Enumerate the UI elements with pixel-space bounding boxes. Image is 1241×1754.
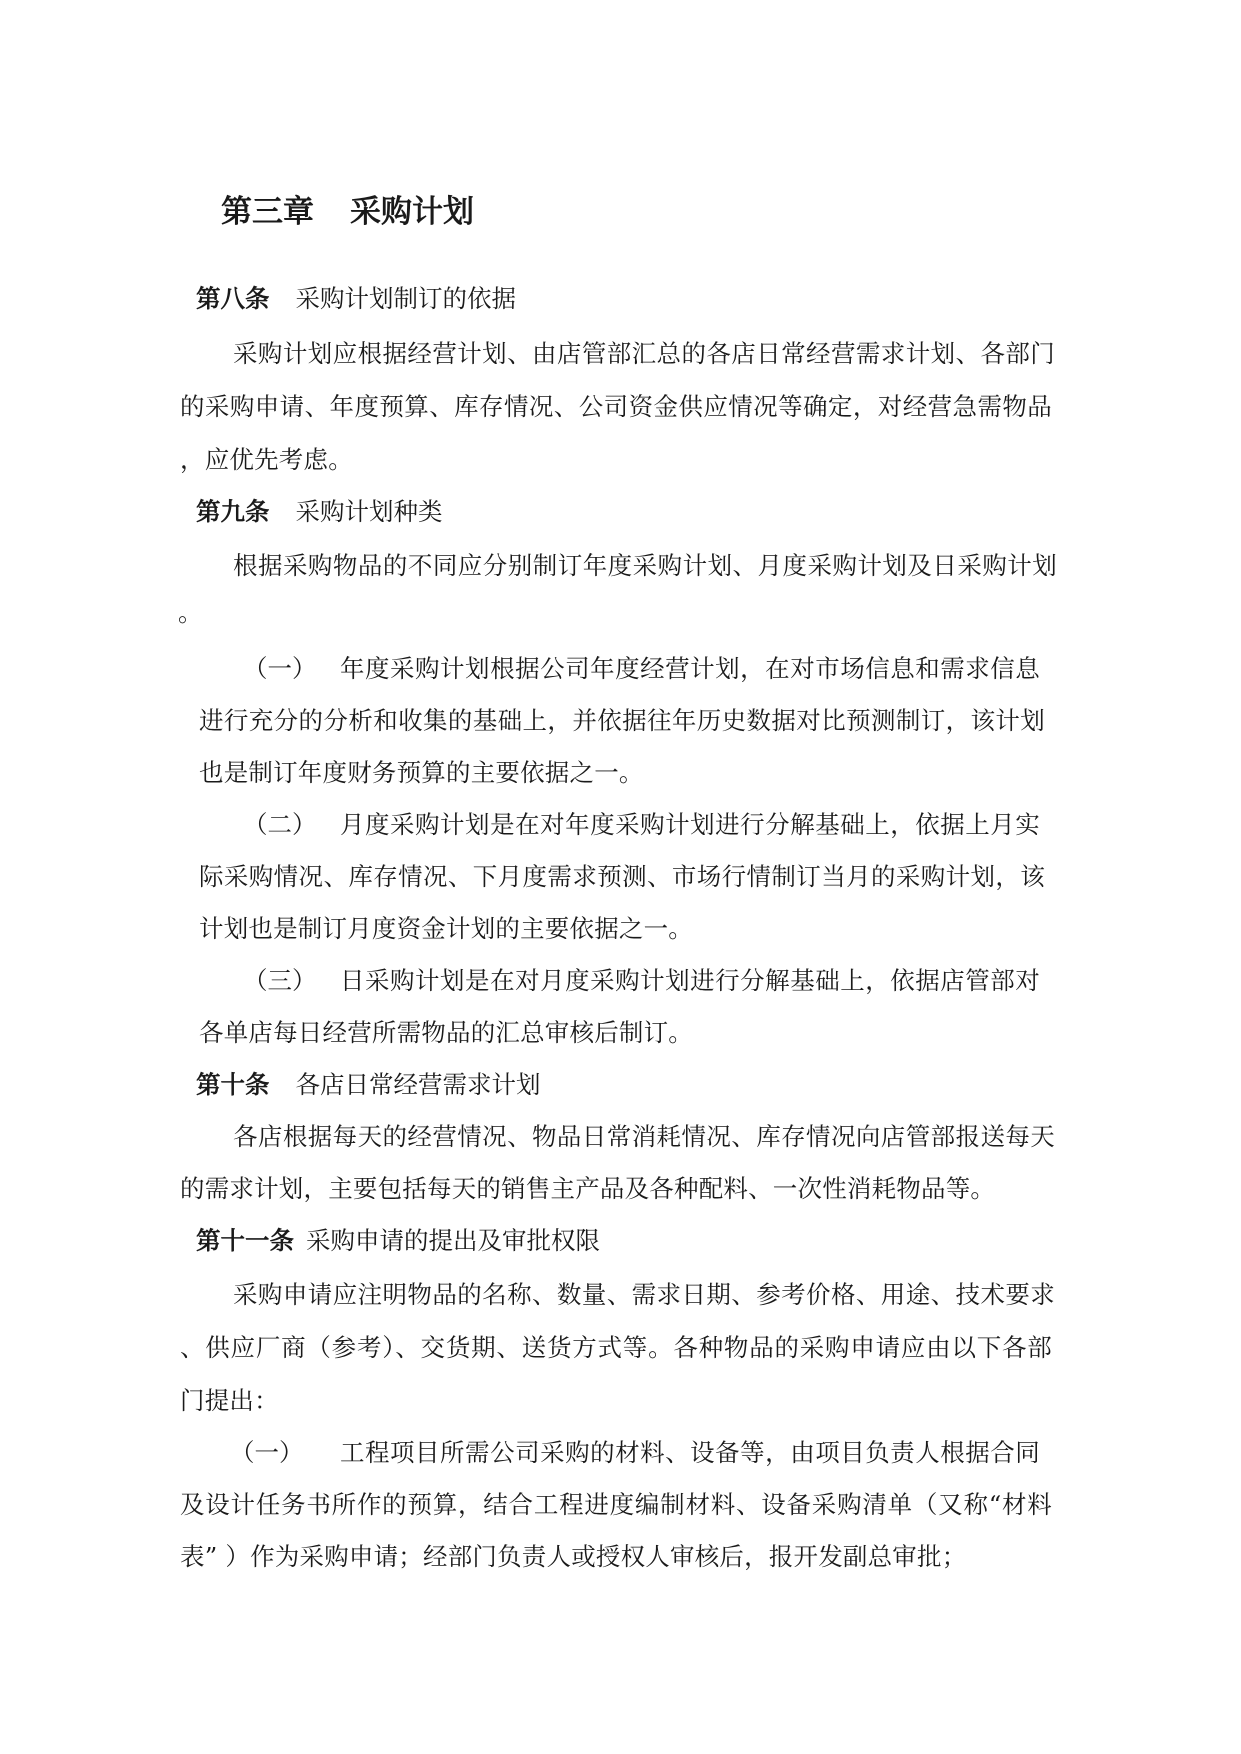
article-8-heading — [196, 282, 516, 316]
list-item-marker: （二） — [243, 810, 317, 839]
article-number: 第九条 — [196, 497, 270, 526]
list-item-line: 表” ）作为采购申请；经部门负责人或授权人审核后，报开发副总审批； — [180, 1542, 967, 1571]
list-item-first-line: 年度采购计划根据公司年度经营计划，在对市场信息和需求信息 — [340, 654, 1040, 683]
list-item-first-line: 月度采购计划是在对年度采购计划进行分解基础上，依据上月实 — [340, 810, 1040, 839]
list-item-marker: （一） — [230, 1438, 304, 1467]
list-item-first-line: 工程项目所需公司采购的材料、设备等，由项目负责人根据合同 — [340, 1438, 1040, 1467]
article-9-heading — [196, 495, 443, 529]
article-title: 采购申请的提出及审批权限 — [306, 1226, 600, 1255]
paragraph-line: ，应优先考虑。 — [180, 445, 353, 474]
chapter-title: 采购计划 — [350, 194, 474, 230]
article-number: 第八条 — [196, 284, 270, 313]
list-item-line: 各单店每日经营所需物品的汇总审核后制订。 — [199, 1018, 693, 1047]
article-number: 第十一条 — [196, 1226, 294, 1255]
list-item-line: 际采购情况、库存情况、下月度需求预测、市场行情制订当月的采购计划，该 — [199, 862, 1045, 891]
list-item-line: 计划也是制订月度资金计划的主要依据之一。 — [199, 914, 693, 943]
paragraph-line: 门提出： — [180, 1386, 279, 1415]
paragraph-line: 、供应厂商（参考）、交货期、送货方式等。各种物品的采购申请应由以下各部 — [180, 1333, 1052, 1362]
article-title: 采购计划制订的依据 — [295, 284, 516, 313]
article-title: 各店日常经营需求计划 — [295, 1070, 541, 1099]
chapter-heading — [221, 190, 474, 234]
paragraph-line: 采购计划应根据经营计划、由店管部汇总的各店日常经营需求计划、各部门 — [233, 339, 1055, 368]
paragraph-line: 的采购申请、年度预算、库存情况、公司资金供应情况等确定，对经营急需物品 — [180, 392, 1052, 421]
chapter-number: 第三章 — [221, 194, 314, 230]
list-item-marker: （三） — [243, 966, 317, 995]
paragraph-line: 采购申请应注明物品的名称、数量、需求日期、参考价格、用途、技术要求 — [233, 1280, 1055, 1309]
article-title: 采购计划种类 — [295, 497, 443, 526]
list-item-marker: （一） — [243, 654, 317, 683]
list-item-first-line: 日采购计划是在对月度采购计划进行分解基础上，依据店管部对 — [340, 966, 1040, 995]
list-item-line: 及设计任务书所作的预算，结合工程进度编制材料、设备采购清单（又称“材料 — [180, 1490, 1052, 1519]
article-number: 第十条 — [196, 1070, 270, 1099]
list-item-line: 也是制订年度财务预算的主要依据之一。 — [199, 758, 644, 787]
list-item-line: 进行充分的分析和收集的基础上，并依据往年历史数据对比预测制订，该计划 — [199, 706, 1045, 735]
paragraph-line: 根据采购物品的不同应分别制订年度采购计划、月度采购计划及日采购计划 — [233, 551, 1057, 580]
article-11-heading — [196, 1224, 600, 1258]
paragraph-line: 。 — [178, 598, 203, 627]
paragraph-line: 的需求计划，主要包括每天的销售主产品及各种配料、一次性消耗物品等。 — [180, 1174, 996, 1203]
article-10-heading — [196, 1068, 541, 1102]
paragraph-line: 各店根据每天的经营情况、物品日常消耗情况、库存情况向店管部报送每天 — [233, 1122, 1055, 1151]
